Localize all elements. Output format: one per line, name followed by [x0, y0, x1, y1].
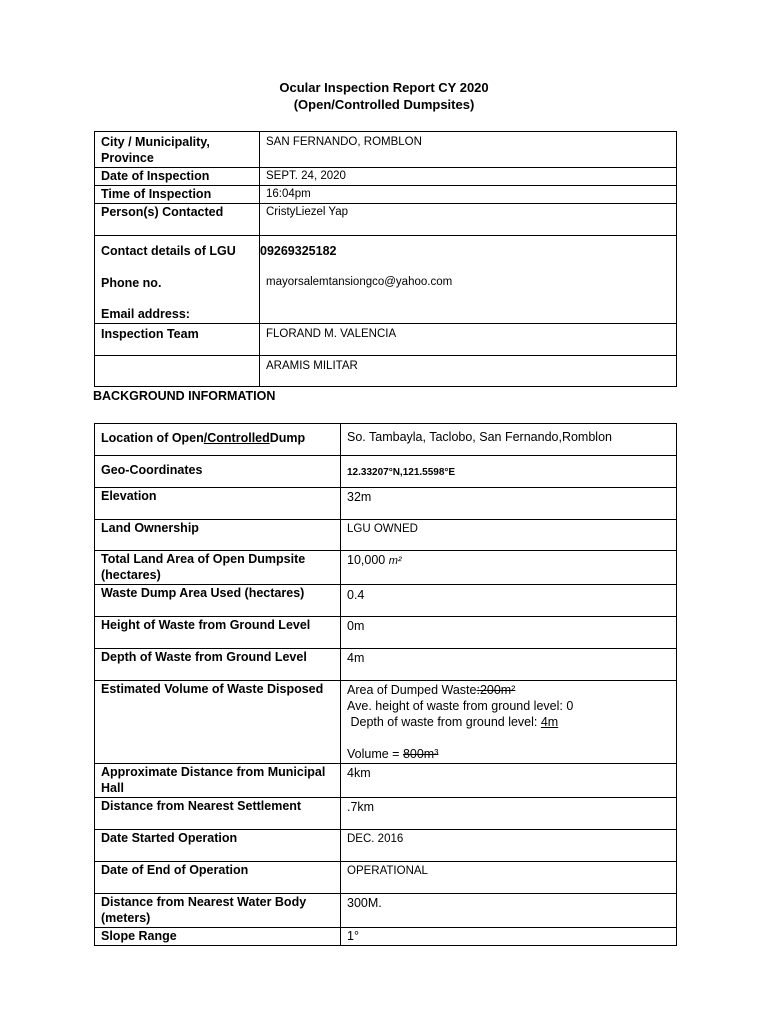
empty-cell — [95, 356, 260, 387]
city-label: City / Municipality, Province — [95, 132, 260, 168]
table-row — [95, 862, 677, 894]
date-label: Date of Inspection — [95, 168, 260, 186]
distance-settlement-value: .7km — [341, 798, 677, 830]
city-value: SAN FERNANDO, ROMBLON — [260, 132, 677, 168]
table-row — [95, 681, 677, 764]
water-value: 300M. — [341, 894, 677, 928]
geo-label: Geo-Coordinates — [95, 456, 341, 488]
volume-total-line: Volume = 800m³ — [347, 747, 439, 761]
contact-phone: 09269325182 — [260, 244, 337, 258]
table-row — [95, 894, 677, 928]
email-value: mayorsalemtansiongco@yahoo.com — [266, 276, 453, 288]
date-value: SEPT. 24, 2020 — [260, 168, 677, 186]
table-row — [95, 764, 677, 798]
phone-label: Phone no. — [101, 276, 162, 290]
distance-settlement-label: Distance from Nearest Settlement — [95, 798, 341, 830]
table-row — [95, 520, 677, 551]
ownership-label: Land Ownership — [95, 520, 341, 551]
title-line-2: (Open/Controlled Dumpsites) — [293, 97, 475, 112]
depth-label: Depth of Waste from Ground Level — [95, 649, 341, 681]
slope-value: 1° — [341, 928, 677, 946]
table-row — [95, 186, 677, 204]
time-value: 16:04pm — [260, 186, 677, 204]
table-row — [95, 132, 677, 168]
date-started-label: Date Started Operation — [95, 830, 341, 862]
geo-value: 12.33207°N,121.5598°E — [347, 467, 456, 478]
table-row — [95, 424, 677, 456]
table-row — [95, 649, 677, 681]
volume-height-line: Ave. height of waste from ground level: 0 — [347, 699, 574, 713]
table-row — [95, 830, 677, 862]
total-area-value-cell — [341, 551, 677, 585]
date-started-value: DEC. 2016 — [341, 830, 677, 862]
inspection-details-table — [94, 131, 677, 387]
depth-value: 4m — [341, 649, 677, 681]
elevation-value: 32m — [341, 488, 677, 520]
contact-label: Contact details of LGU — [101, 244, 236, 258]
person-value: CristyLiezel Yap — [260, 204, 677, 236]
report-title — [0, 79, 768, 113]
team-label: Inspection Team — [95, 324, 260, 356]
email-label: Email address: — [101, 307, 190, 321]
table-row — [95, 928, 677, 946]
table-row — [95, 236, 677, 324]
table-row — [95, 617, 677, 649]
contact-label-cell — [95, 236, 260, 324]
table-row — [95, 168, 677, 186]
ownership-value: LGU OWNED — [341, 520, 677, 551]
team-member-1: FLORAND M. VALENCIA — [260, 324, 677, 356]
volume-label: Estimated Volume of Waste Disposed — [95, 681, 341, 764]
person-label: Person(s) Contacted — [95, 204, 260, 236]
used-area-label: Waste Dump Area Used (hectares) — [95, 585, 341, 617]
section-heading: BACKGROUND INFORMATION — [93, 389, 276, 403]
table-row — [95, 356, 677, 387]
elevation-label: Elevation — [95, 488, 341, 520]
table-row — [95, 324, 677, 356]
water-label: Distance from Nearest Water Body (meters) — [95, 894, 341, 928]
table-row — [95, 204, 677, 236]
distance-hall-label: Approximate Distance from Municipal Hall — [95, 764, 341, 798]
title-line-1: Ocular Inspection Report CY 2020 — [279, 80, 489, 95]
total-area-value: 10,000 — [347, 553, 386, 567]
table-row — [95, 456, 677, 488]
total-area-unit: m² — [388, 555, 402, 567]
table-row — [95, 585, 677, 617]
slope-label: Slope Range — [95, 928, 341, 946]
date-end-value: OPERATIONAL — [341, 862, 677, 894]
time-label: Time of Inspection — [95, 186, 260, 204]
total-area-label: Total Land Area of Open Dumpsite (hectares) — [95, 551, 341, 585]
distance-hall-value: 4km — [341, 764, 677, 798]
location-value: So. Tambayla, Taclobo, San Fernando,Romblon — [341, 424, 677, 456]
background-info-table — [94, 423, 677, 946]
volume-value-cell — [341, 681, 677, 764]
used-area-value: 0.4 — [341, 585, 677, 617]
location-label: Location of Open/ControlledDump — [95, 424, 341, 456]
table-row — [95, 551, 677, 585]
team-member-2: ARAMIS MILITAR — [260, 356, 677, 387]
table-row — [95, 798, 677, 830]
volume-depth-line: Depth of waste from ground level: 4m — [347, 715, 559, 729]
volume-area-line: Area of Dumped Waste:200m² — [347, 683, 516, 697]
height-value: 0m — [341, 617, 677, 649]
date-end-label: Date of End of Operation — [95, 862, 341, 894]
table-row — [95, 488, 677, 520]
height-label: Height of Waste from Ground Level — [95, 617, 341, 649]
geo-value-cell — [341, 456, 677, 488]
contact-value-cell — [260, 236, 677, 324]
